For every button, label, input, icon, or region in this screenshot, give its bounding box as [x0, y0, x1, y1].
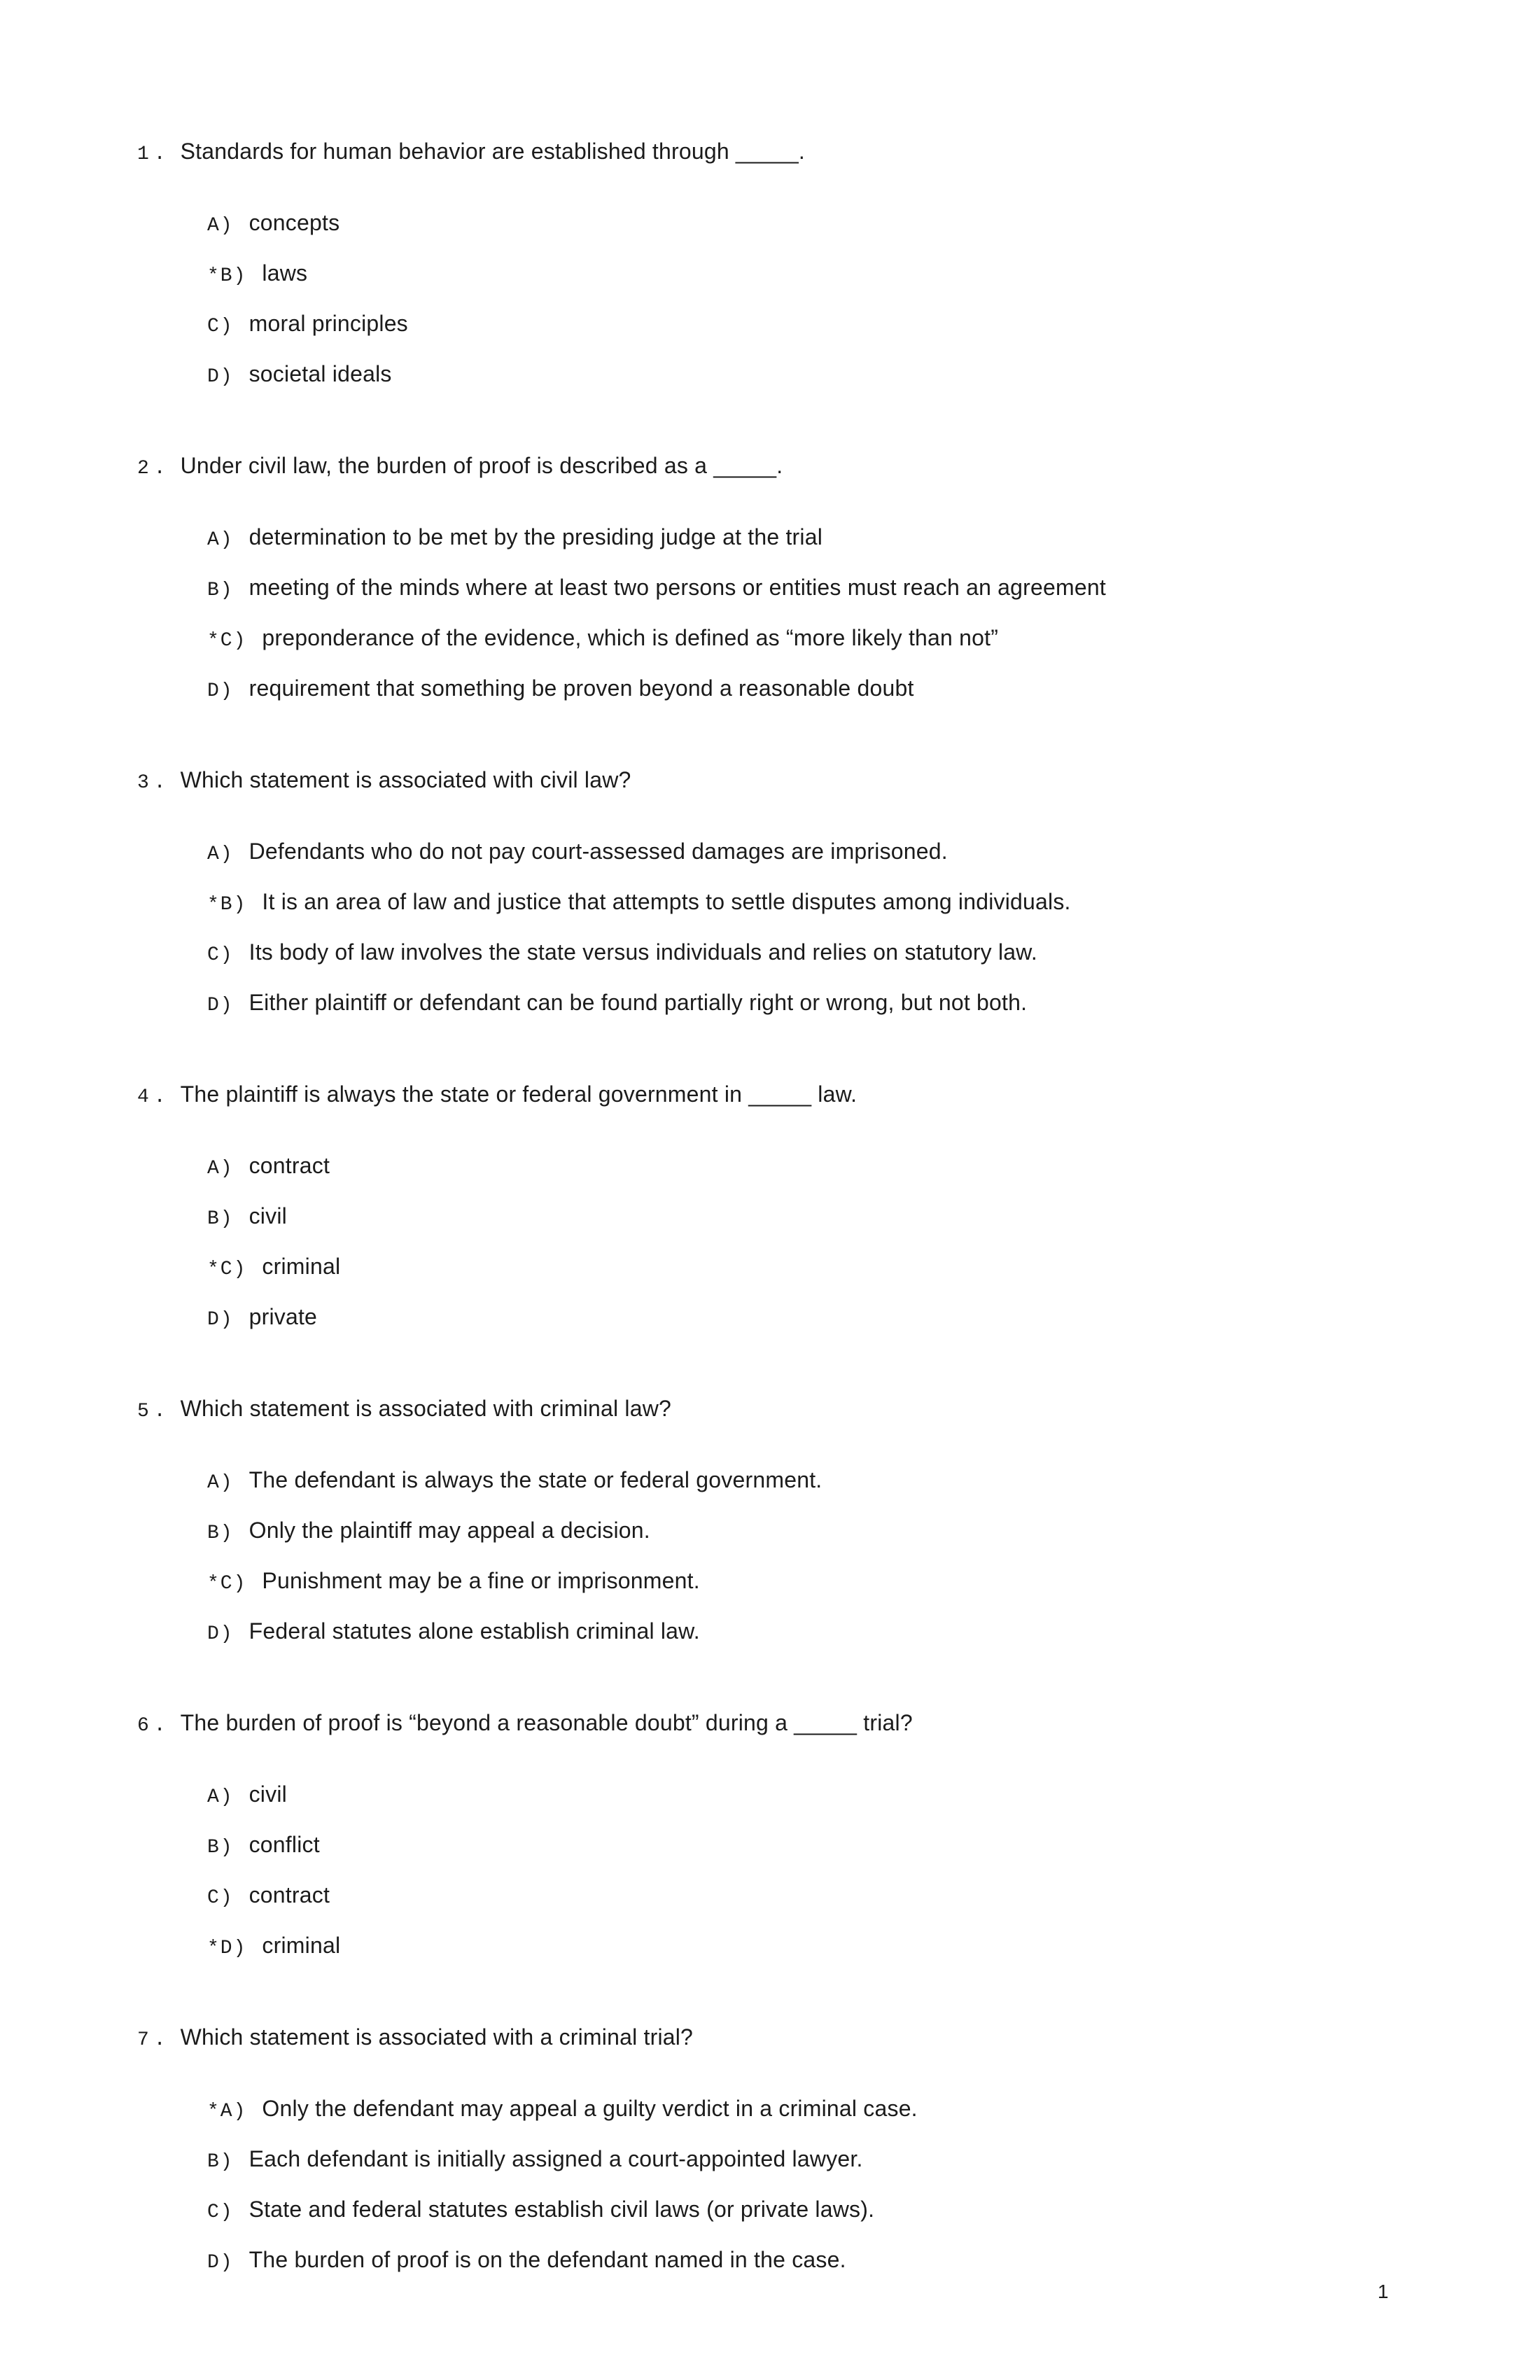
option-letter: *B): [207, 265, 247, 287]
option-text: determination to be met by the presiding judge at the trial: [248, 524, 823, 550]
options-list: [137, 209, 1400, 391]
option-letter: C): [207, 944, 234, 966]
option-text: requirement that something be proven beyond a reasonable doubt: [248, 676, 914, 701]
option: [207, 674, 1400, 706]
option-letter: D): [207, 680, 234, 702]
options-list: [137, 2094, 1400, 2277]
option: [207, 259, 1400, 290]
option-letter: D): [207, 1309, 234, 1331]
option-letter: *C): [207, 630, 247, 652]
option: [207, 209, 1400, 240]
option-text: civil: [248, 1782, 287, 1807]
option-letter: D): [207, 995, 234, 1016]
option-text: Each defendant is initially assigned a court-appointed lawyer.: [248, 2146, 863, 2171]
option-letter: C): [207, 316, 234, 337]
option-text: contract: [248, 1882, 330, 1907]
question: [137, 2023, 1400, 2296]
question-line: [137, 137, 1400, 169]
option-letter: A): [207, 1158, 234, 1180]
options-list: [137, 837, 1400, 1020]
question-number: 3.: [137, 772, 171, 794]
option-text: Punishment may be a fine or imprisonment.: [262, 1568, 700, 1593]
option: [207, 624, 1400, 655]
option-letter: *D): [207, 1938, 247, 1959]
option-text: preponderance of the evidence, which is defined as “more likely than not”: [262, 625, 999, 650]
option-text: laws: [262, 260, 308, 286]
option: [207, 1830, 1400, 1862]
option: [207, 837, 1400, 869]
question-line: [137, 1709, 1400, 1740]
option-text: private: [248, 1304, 318, 1329]
question-line: [137, 451, 1400, 483]
option: [207, 888, 1400, 919]
option: [207, 1252, 1400, 1284]
question-line: [137, 1394, 1400, 1426]
page-number: 1: [1378, 2281, 1389, 2302]
question-text: The plaintiff is always the state or federal government in _____ law.: [180, 1082, 858, 1107]
option-text: criminal: [262, 1254, 341, 1279]
question-number: 1.: [137, 144, 171, 165]
option-letter: *A): [207, 2101, 247, 2122]
option-text: Only the defendant may appeal a guilty verdict in a criminal case.: [262, 2096, 918, 2121]
option: [207, 360, 1400, 391]
option: [207, 1617, 1400, 1648]
option: [207, 523, 1400, 554]
option: [207, 1303, 1400, 1334]
option-letter: A): [207, 1786, 234, 1808]
option-letter: C): [207, 1887, 234, 1909]
question: [137, 137, 1400, 410]
question-text: Which statement is associated with civil law?: [180, 767, 631, 792]
option-letter: B): [207, 1522, 234, 1544]
option-letter: B): [207, 580, 234, 601]
question: [137, 451, 1400, 724]
question-text: Under civil law, the burden of proof is described as a _____.: [180, 453, 783, 478]
question: [137, 1709, 1400, 1982]
options-list: [137, 523, 1400, 706]
option: [207, 2246, 1400, 2277]
option-text: contract: [248, 1153, 330, 1178]
option-letter: A): [207, 215, 234, 237]
option: [207, 2195, 1400, 2227]
option: [207, 1516, 1400, 1548]
question: [137, 1080, 1400, 1353]
option-letter: D): [207, 2252, 234, 2274]
option-text: moral principles: [248, 311, 408, 336]
question-line: [137, 766, 1400, 797]
option-text: Defendants who do not pay court-assessed damages are imprisoned.: [248, 839, 948, 864]
question-number: 4.: [137, 1086, 171, 1108]
question-line: [137, 2023, 1400, 2054]
option-text: criminal: [262, 1933, 341, 1958]
option-text: The burden of proof is on the defendant named in the case.: [248, 2247, 846, 2272]
question-text: The burden of proof is “beyond a reasonable doubt” during a _____ trial?: [180, 1710, 913, 1735]
option-letter: B): [207, 1837, 234, 1858]
options-list: [137, 1466, 1400, 1648]
option-letter: D): [207, 1623, 234, 1645]
option: [207, 1202, 1400, 1233]
option-letter: A): [207, 1472, 234, 1494]
option-letter: *C): [207, 1573, 247, 1595]
option: [207, 2094, 1400, 2126]
option-text: Either plaintiff or defendant can be found partially right or wrong, but not both.: [248, 990, 1028, 1015]
option: [207, 1567, 1400, 1598]
option-text: meeting of the minds where at least two persons or entities must reach an agreement: [248, 575, 1106, 600]
question: [137, 1394, 1400, 1667]
option-letter: A): [207, 529, 234, 551]
option-letter: *C): [207, 1259, 247, 1280]
option: [207, 1780, 1400, 1812]
option: [207, 988, 1400, 1020]
option-letter: B): [207, 2151, 234, 2173]
option: [207, 1466, 1400, 1497]
option-letter: B): [207, 1208, 234, 1230]
question-number: 6.: [137, 1715, 171, 1737]
question-text: Which statement is associated with criminal law?: [180, 1396, 672, 1421]
option-text: societal ideals: [248, 361, 392, 386]
option-text: Only the plaintiff may appeal a decision.: [248, 1518, 650, 1543]
option-text: State and federal statutes establish civil laws (or private laws).: [248, 2197, 875, 2222]
option: [207, 1931, 1400, 1963]
option: [207, 309, 1400, 341]
option: [207, 1881, 1400, 1912]
question-number: 5.: [137, 1401, 171, 1422]
option-text: Federal statutes alone establish criminal law.: [248, 1618, 700, 1644]
option: [207, 938, 1400, 969]
question-number: 2.: [137, 458, 171, 479]
question-number: 7.: [137, 2029, 171, 2051]
option: [207, 1152, 1400, 1183]
question: [137, 766, 1400, 1039]
option-letter: *B): [207, 894, 247, 916]
question-text: Which statement is associated with a criminal trial?: [180, 2024, 694, 2050]
option-text: Its body of law involves the state versus individuals and relies on statutory law.: [248, 939, 1037, 965]
option: [207, 573, 1400, 605]
options-list: [137, 1780, 1400, 1963]
question-text: Standards for human behavior are established through _____.: [180, 139, 806, 164]
option-text: concepts: [248, 210, 340, 235]
options-list: [137, 1152, 1400, 1334]
question-line: [137, 1080, 1400, 1112]
option: [207, 2145, 1400, 2176]
option-text: civil: [248, 1203, 287, 1228]
option-letter: A): [207, 844, 234, 865]
option-text: The defendant is always the state or federal government.: [248, 1467, 822, 1492]
option-letter: D): [207, 366, 234, 388]
option-text: It is an area of law and justice that attempts to settle disputes among individuals.: [262, 889, 1071, 914]
option-text: conflict: [248, 1832, 320, 1857]
option-letter: C): [207, 2202, 234, 2223]
